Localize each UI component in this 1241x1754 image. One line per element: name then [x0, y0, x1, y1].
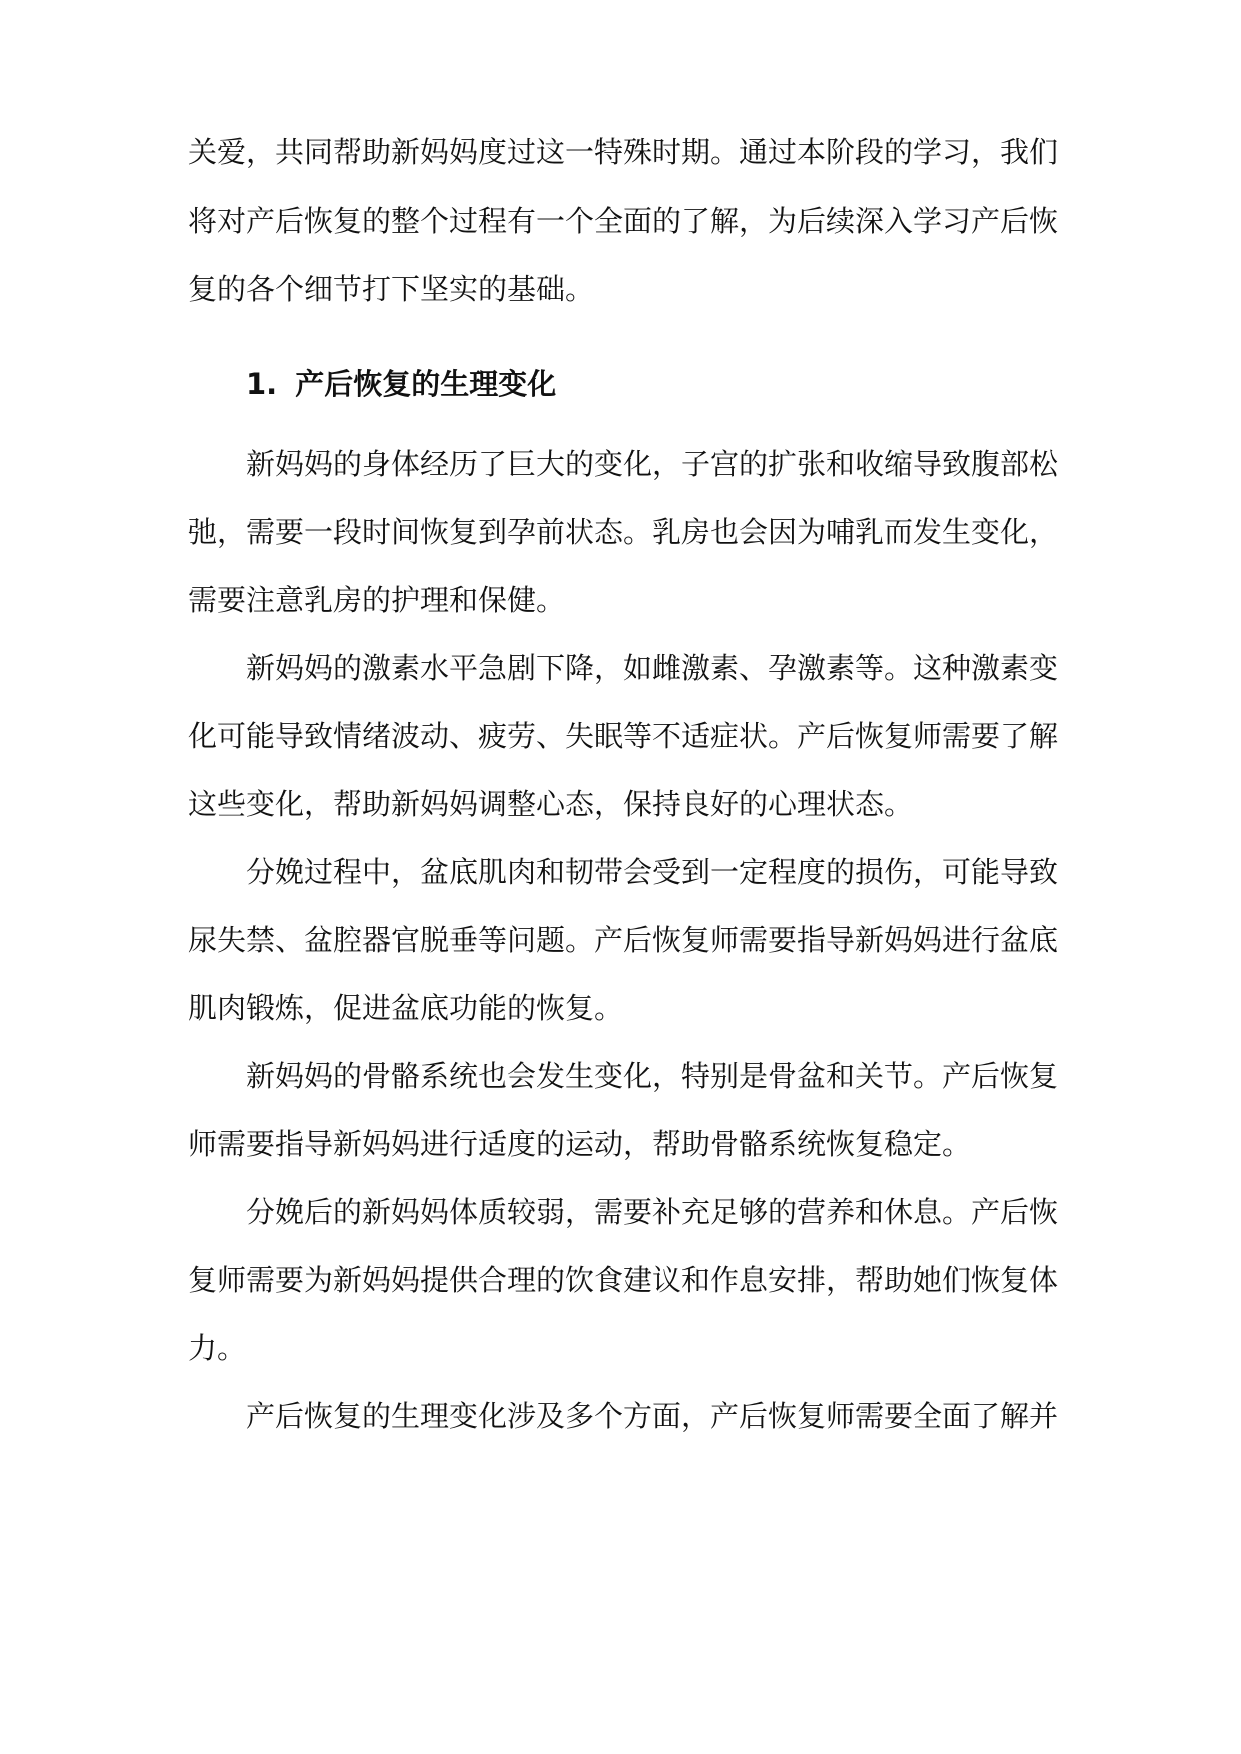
intro-line: 关爱，共同帮助新妈妈度过这一特殊时期。通过本阶段的学习，我们 — [188, 135, 1059, 169]
intro-line: 复的各个细节打下坚实的基础。 — [188, 272, 595, 306]
paragraph-line: 分娩过程中，盆底肌肉和韧带会受到一定程度的损伤，可能导致 — [246, 855, 1059, 889]
paragraph-line: 弛，需要一段时间恢复到孕前状态。乳房也会因为哺乳而发生变化， — [188, 515, 1059, 549]
paragraph-line: 肌肉锻炼，促进盆底功能的恢复。 — [188, 991, 624, 1025]
paragraph-line: 分娩后的新妈妈体质较弱，需要补充足够的营养和休息。产后恢 — [246, 1195, 1059, 1229]
intro-line: 将对产后恢复的整个过程有一个全面的了解，为后续深入学习产后恢 — [188, 204, 1059, 238]
section-number: 1. — [246, 367, 278, 401]
paragraph-line: 化可能导致情绪波动、疲劳、失眠等不适症状。产后恢复师需要了解 — [188, 719, 1059, 753]
paragraph-line: 新妈妈的骨骼系统也会发生变化，特别是骨盆和关节。产后恢复 — [246, 1059, 1059, 1093]
paragraph-line: 这些变化，帮助新妈妈调整心态，保持良好的心理状态。 — [188, 787, 914, 821]
section-title: 产后恢复的生理变化 — [295, 367, 557, 401]
paragraph-line: 师需要指导新妈妈进行适度的运动，帮助骨骼系统恢复稳定。 — [188, 1127, 972, 1161]
paragraph-line: 力。 — [188, 1331, 247, 1365]
paragraph-line: 复师需要为新妈妈提供合理的饮食建议和作息安排，帮助她们恢复体 — [188, 1263, 1059, 1297]
paragraph-line: 尿失禁、盆腔器官脱垂等问题。产后恢复师需要指导新妈妈进行盆底 — [188, 923, 1059, 957]
paragraph-line: 新妈妈的身体经历了巨大的变化，子宫的扩张和收缩导致腹部松 — [246, 447, 1059, 481]
paragraph-line: 需要注意乳房的护理和保健。 — [188, 583, 566, 617]
section-heading — [246, 364, 556, 404]
paragraph-line: 新妈妈的激素水平急剧下降，如雌激素、孕激素等。这种激素变 — [246, 651, 1059, 685]
paragraph-line: 产后恢复的生理变化涉及多个方面，产后恢复师需要全面了解并 — [246, 1399, 1059, 1433]
